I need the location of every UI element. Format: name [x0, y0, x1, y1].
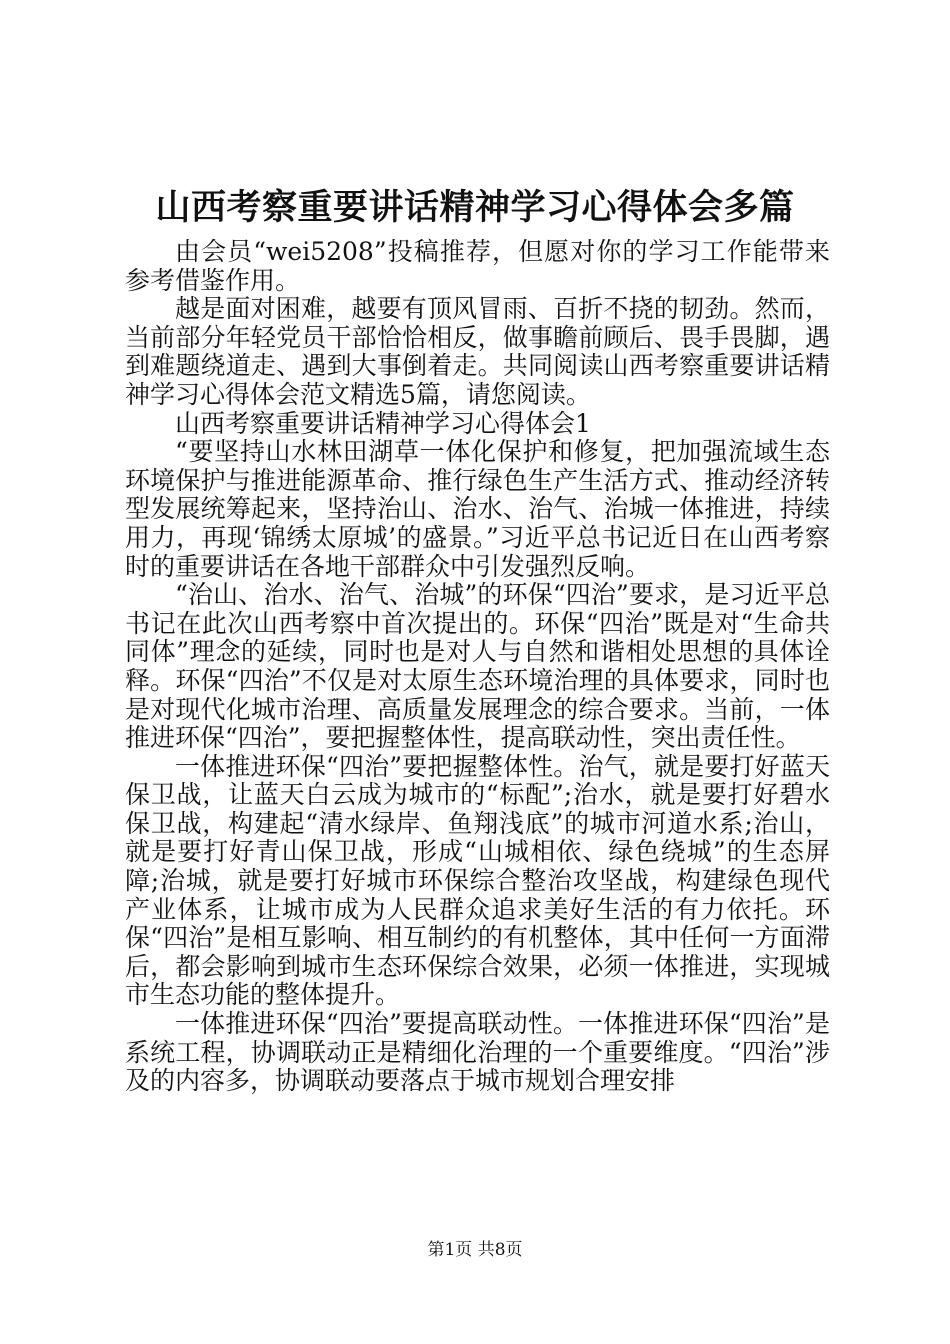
paragraph-preface: 越是面对困难，越要有顶风冒雨、百折不挠的韧劲。然而，当前部分年轻党员干部恰恰相反，做事瞻前顾后、畏手畏脚，遇到难题绕道走、遇到大事倒着走。共同阅读山西考察重要讲话精神学习心得体会范文精选5篇，请您阅读。: [125, 294, 830, 409]
page-number-footer: 第1页 共8页: [427, 1240, 523, 1260]
section-heading: 山西考察重要讲话精神学习心得体会1: [175, 408, 591, 438]
paragraph-integrity: 一体推进环保“四治”要把握整体性。治气，就是要打好蓝天保卫战，让蓝天白云成为城市的“标配”;治水，就是要打好碧水保卫战，构建起“清水绿岸、鱼翔浅底”的城市河道水系;治山，就是要打好青山保卫战，形成“山城相依、绿色绕城”的生态屏障;治城，就是要打好城市环保综合整治攻坚战，构建绿色现代产业体系，让城市成为人民群众追求美好生活的有力依托。环保“四治”是相互影响、相互制约的有机整体，其中任何一方面滞后，都会影响到城市生态环保综合效果，必须一体推进，实现城市生态功能的整体提升。: [125, 751, 830, 1010]
paragraph-intro: 由会员“wei5208”投稿推荐，但愿对你的学习工作能带来参考借鉴作用。: [125, 237, 830, 295]
paragraph-four-governance: “治山、治水、治气、治城”的环保“四治”要求，是习近平总书记在此次山西考察中首次提出的。环保“四治”既是对“生命共同体”理念的延续，同时也是对人与自然和谐相处思想的具体诠释。环保“四治”不仅是对太原生态环境治理的具体要求，同时也是对现代化城市治理、高质量发展理念的综合要求。当前，一体推进环保“四治”，要把握整体性，提高联动性，突出责任性。: [125, 580, 830, 753]
document-body: [125, 238, 830, 1096]
paragraph-quote: “要坚持山水林田湖草一体化保护和修复，把加强流域生态环境保护与推进能源革命、推行绿色生产生活方式、推动经济转型发展统筹起来，坚持治山、治水、治气、治城一体推进，持续用力，再现‘锦绣太原城’的盛景。”习近平总书记近日在山西考察时的重要讲话在各地干部群众中引发强烈反响。: [125, 437, 830, 581]
document-title: 山西考察重要讲话精神学习心得体会多篇: [155, 187, 795, 228]
paragraph-linkage: 一体推进环保“四治”要提高联动性。一体推进环保“四治”是系统工程，协调联动正是精细化治理的一个重要维度。“四治”涉及的内容多，协调联动要落点于城市规划合理安排: [125, 1009, 830, 1096]
